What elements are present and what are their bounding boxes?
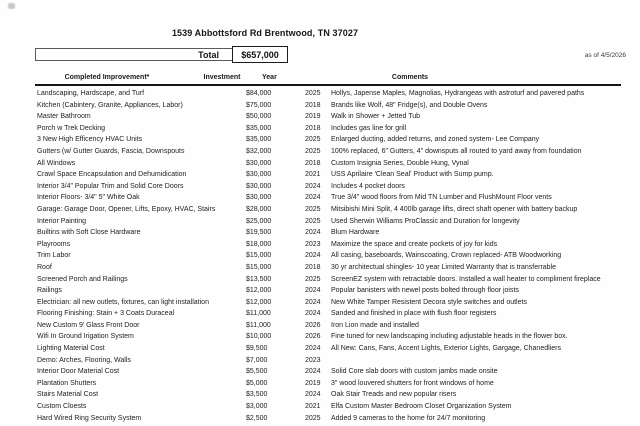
table-row bbox=[37, 308, 632, 320]
table-row bbox=[37, 320, 632, 332]
year-value: 2025 bbox=[305, 136, 321, 144]
table-row bbox=[37, 216, 632, 228]
year-value: 2019 bbox=[305, 379, 321, 387]
investment-amount: $3,000 bbox=[246, 403, 268, 411]
table-row bbox=[37, 181, 632, 193]
improvement-name: Demo: Arches, Flooring, Walls bbox=[37, 356, 131, 364]
year-value: 2023 bbox=[305, 356, 321, 364]
improvement-name: 3 New High Efficency HVAC Units bbox=[37, 136, 143, 144]
table-row bbox=[37, 297, 632, 309]
table-row bbox=[37, 100, 632, 112]
investment-amount: $30,000 bbox=[246, 159, 272, 167]
table-row bbox=[37, 413, 632, 425]
table-row bbox=[37, 88, 632, 100]
improvement-name: Interior Door Material Cost bbox=[37, 368, 120, 376]
table-row bbox=[37, 204, 632, 216]
year-value: 2025 bbox=[305, 275, 321, 283]
table-row bbox=[37, 262, 632, 274]
comment-text: 100% replaced, 6" Gutters, 4" downsputs all routed to yard away from foundation bbox=[331, 147, 582, 155]
column-header-year: Year bbox=[262, 74, 277, 81]
column-header-comments: Comments bbox=[391, 74, 429, 81]
table-row bbox=[37, 343, 632, 355]
improvement-name: Electrician: all new outlets, fixtures, can light installation bbox=[37, 298, 209, 306]
improvement-name: Trim Labor bbox=[37, 252, 71, 260]
table-row bbox=[37, 146, 632, 158]
year-value: 2025 bbox=[305, 205, 321, 213]
year-value: 2024 bbox=[305, 194, 321, 202]
year-value: 2018 bbox=[305, 124, 321, 132]
investment-amount: $30,000 bbox=[246, 182, 272, 190]
year-value: 2025 bbox=[305, 217, 321, 225]
comment-text: True 3/4" wood floors from Mid TN Lumber and FlushMount Floor vents bbox=[331, 194, 552, 202]
investment-amount: $13,500 bbox=[246, 275, 272, 283]
improvements-table bbox=[37, 88, 632, 424]
total-label: Total bbox=[198, 49, 219, 60]
comment-text: Mitsibishi Mini Split, 4 400lb garage lifts, direct shaft opener with battery backup bbox=[331, 205, 578, 213]
comment-text: Includes 4 pocket doors bbox=[331, 182, 405, 190]
year-value: 2026 bbox=[305, 321, 321, 329]
investment-amount: $5,500 bbox=[246, 368, 268, 376]
improvement-name: Lighting Material Cost bbox=[37, 345, 105, 353]
investment-amount: $10,000 bbox=[246, 333, 272, 341]
column-header-improvement: Completed Improvement* bbox=[64, 74, 150, 81]
improvement-name: All Windows bbox=[37, 159, 76, 167]
investment-amount: $18,000 bbox=[246, 240, 272, 248]
improvement-name: Gutters (w/ Gutter Guards, Fascia, Downspouts bbox=[37, 147, 185, 155]
table-row bbox=[37, 134, 632, 146]
table-row bbox=[37, 378, 632, 390]
investment-amount: $11,000 bbox=[246, 310, 271, 318]
comment-text: Iron Lion made and installed bbox=[331, 321, 419, 329]
year-value: 2019 bbox=[305, 113, 321, 121]
investment-amount: $3,500 bbox=[246, 391, 268, 399]
investment-amount: $5,000 bbox=[246, 379, 268, 387]
comment-text: All New: Cans, Fans, Accent Lights, Exterior Lights, Gargage, Chanedliers bbox=[331, 345, 561, 353]
year-value: 2018 bbox=[305, 263, 321, 271]
header-divider-line bbox=[35, 84, 621, 86]
investment-amount: $12,000 bbox=[246, 287, 272, 295]
property-address-title: 1539 Abbottsford Rd Brentwood, TN 37027 bbox=[171, 28, 359, 38]
improvement-name: Interior Painting bbox=[37, 217, 87, 225]
comment-text: Includes gas line for grill bbox=[331, 124, 407, 132]
year-value: 2024 bbox=[305, 368, 321, 376]
year-value: 2025 bbox=[305, 414, 321, 422]
comment-text: Enlarged ducting, added returns, and zoned system- Lee Company bbox=[331, 136, 540, 144]
table-row bbox=[37, 331, 632, 343]
investment-amount: $30,000 bbox=[246, 171, 272, 179]
improvement-name: Wifi In Ground Irigation System bbox=[37, 333, 134, 341]
improvement-name: New Custom 9' Glass Front Door bbox=[37, 321, 140, 329]
comment-text: Maximize the space and create pockets of joy for kids bbox=[331, 240, 498, 248]
improvement-name: Kitchen (Cabintery, Granite, Appliances, Labor) bbox=[37, 101, 183, 109]
investment-amount: $50,000 bbox=[246, 113, 272, 121]
table-row bbox=[37, 274, 632, 286]
investment-amount: $25,000 bbox=[246, 217, 272, 225]
investment-amount: $15,000 bbox=[246, 252, 272, 260]
improvement-name: Interior 3/4" Popular Trim and Solid Core Doors bbox=[37, 182, 184, 190]
comment-text: Walk in Shower + Jetted Tub bbox=[331, 113, 421, 121]
year-value: 2021 bbox=[305, 403, 321, 411]
year-value: 2024 bbox=[305, 391, 321, 399]
year-value: 2025 bbox=[305, 90, 321, 97]
total-label-box bbox=[35, 48, 233, 61]
year-value: 2026 bbox=[305, 333, 321, 341]
year-value: 2024 bbox=[305, 310, 321, 318]
table-row bbox=[37, 355, 632, 367]
comment-text: Popular banisters with newel posts bolted through floor joists bbox=[331, 287, 519, 295]
year-value: 2024 bbox=[305, 298, 321, 306]
improvement-name: Flooring Finishing: Stain + 3 Coats Duraceal bbox=[37, 310, 175, 318]
table-row bbox=[37, 285, 632, 297]
year-value: 2023 bbox=[305, 240, 321, 248]
comment-text: 3" wood louvered shutters for front windows of home bbox=[331, 379, 494, 387]
year-value: 2025 bbox=[305, 147, 321, 155]
comment-text: 30 yr architectual shingles- 10 year Limited Warranty that is transferrable bbox=[331, 263, 557, 271]
comment-text bbox=[331, 355, 632, 367]
comment-text: Brands like Wolf, 48" Fridge(s), and Double Ovens bbox=[331, 101, 488, 109]
comment-text: Added 9 cameras to the home for 24/7 monitoring bbox=[331, 414, 486, 422]
comment-text: Fine tuned for new landscaping including adjustable heads in the flower box. bbox=[331, 333, 568, 341]
investment-amount: $35,000 bbox=[246, 124, 272, 132]
investment-amount: $75,000 bbox=[246, 101, 272, 109]
comment-text: USS Aprilaire 'Clean Seal' Product with Sump pump. bbox=[331, 171, 494, 179]
investment-amount: $35,000 bbox=[246, 136, 272, 144]
improvement-name: Screened Porch and Railings bbox=[37, 275, 128, 283]
year-value: 2018 bbox=[305, 101, 321, 109]
investment-amount: $28,000 bbox=[246, 205, 272, 213]
improvement-name: Custom Cloests bbox=[37, 403, 87, 411]
investment-amount: $2,500 bbox=[246, 414, 268, 422]
improvement-name: Hard Wired Ring Security System bbox=[37, 414, 142, 422]
improvement-name: Master Bathroom bbox=[37, 113, 91, 121]
comment-text: New White Tamper Resistent Decora style switches and outlets bbox=[331, 298, 527, 306]
year-value: 2024 bbox=[305, 287, 321, 295]
comment-text: Used Sherwin Williams ProClassic and Duration for longevity bbox=[331, 217, 520, 225]
improvement-name: Plantation Shutters bbox=[37, 379, 97, 387]
investment-amount: $84,000 bbox=[246, 90, 272, 97]
improvement-name: Porch w Trek Decking bbox=[37, 124, 106, 132]
improvement-name: Garage: Garage Door, Opener, Lifts, Epoxy, HVAC, Stairs bbox=[37, 205, 216, 213]
table-row bbox=[37, 389, 632, 401]
investment-amount: $32,000 bbox=[246, 147, 272, 155]
table-row bbox=[37, 192, 632, 204]
column-header-investment: Investment bbox=[203, 74, 241, 81]
comment-text: Hollys, Japense Maples, Magnolias, Hydrangeas with astroturf and pavered paths bbox=[331, 90, 585, 97]
improvement-name: Railings bbox=[37, 287, 62, 295]
table-row bbox=[37, 158, 632, 170]
comment-text: Custom Insignia Series, Double Hung, Vynal bbox=[331, 159, 469, 167]
investment-amount: $19,500 bbox=[246, 229, 272, 237]
comment-text: Solid Core slab doors with custom jambs made onsite bbox=[331, 368, 498, 376]
year-value: 2021 bbox=[305, 171, 321, 179]
year-value: 2024 bbox=[305, 252, 321, 260]
total-value: $657,000 bbox=[232, 46, 288, 63]
investment-amount: $11,000 bbox=[246, 321, 271, 329]
table-row bbox=[37, 401, 632, 413]
table-row bbox=[37, 366, 632, 378]
table-row bbox=[37, 123, 632, 135]
year-value: 2018 bbox=[305, 159, 321, 167]
investment-amount: $15,000 bbox=[246, 263, 272, 271]
investment-amount: $7,000 bbox=[246, 356, 268, 364]
improvement-name: Crawl Space Encapsulation and Dehumidication bbox=[37, 171, 187, 179]
improvement-name: Builtins with Soft Close Hardware bbox=[37, 229, 141, 237]
comment-text: Elfa Custom Master Bedroom Closet Organization System bbox=[331, 403, 512, 411]
improvement-name: Playrooms bbox=[37, 240, 71, 248]
table-row bbox=[37, 111, 632, 123]
investment-amount: $9,500 bbox=[246, 345, 268, 353]
improvement-name: Landscaping, Hardscape, and Turf bbox=[37, 90, 145, 97]
as-of-date: as of 4/5/2026 bbox=[584, 52, 626, 59]
investment-amount: $12,000 bbox=[246, 298, 272, 306]
comment-text: Blum Hardware bbox=[331, 229, 380, 237]
scan-artifact bbox=[8, 3, 15, 9]
improvement-name: Stairs Material Cost bbox=[37, 391, 99, 399]
year-value: 2024 bbox=[305, 229, 321, 237]
comment-text: Oak Stair Treads and new popular risers bbox=[331, 391, 457, 399]
year-value: 2024 bbox=[305, 182, 321, 190]
improvement-name: Interior Floors- 3/4" 5" White Oak bbox=[37, 194, 140, 202]
table-row bbox=[37, 250, 632, 262]
comment-text: ScreenEZ system with retractable doors. Installed a wall heater to compliment fireplace bbox=[331, 275, 601, 283]
comment-text: All casing, baseboards, Wainscoating, Crown replaced- ATB Woodworking bbox=[331, 252, 562, 260]
year-value: 2024 bbox=[305, 345, 321, 353]
comment-text: Sanded and finished in place with flush floor registers bbox=[331, 310, 497, 318]
investment-amount: $30,000 bbox=[246, 194, 272, 202]
table-row bbox=[37, 239, 632, 251]
table-row bbox=[37, 227, 632, 239]
improvement-name: Roof bbox=[37, 263, 52, 271]
table-row bbox=[37, 169, 632, 181]
